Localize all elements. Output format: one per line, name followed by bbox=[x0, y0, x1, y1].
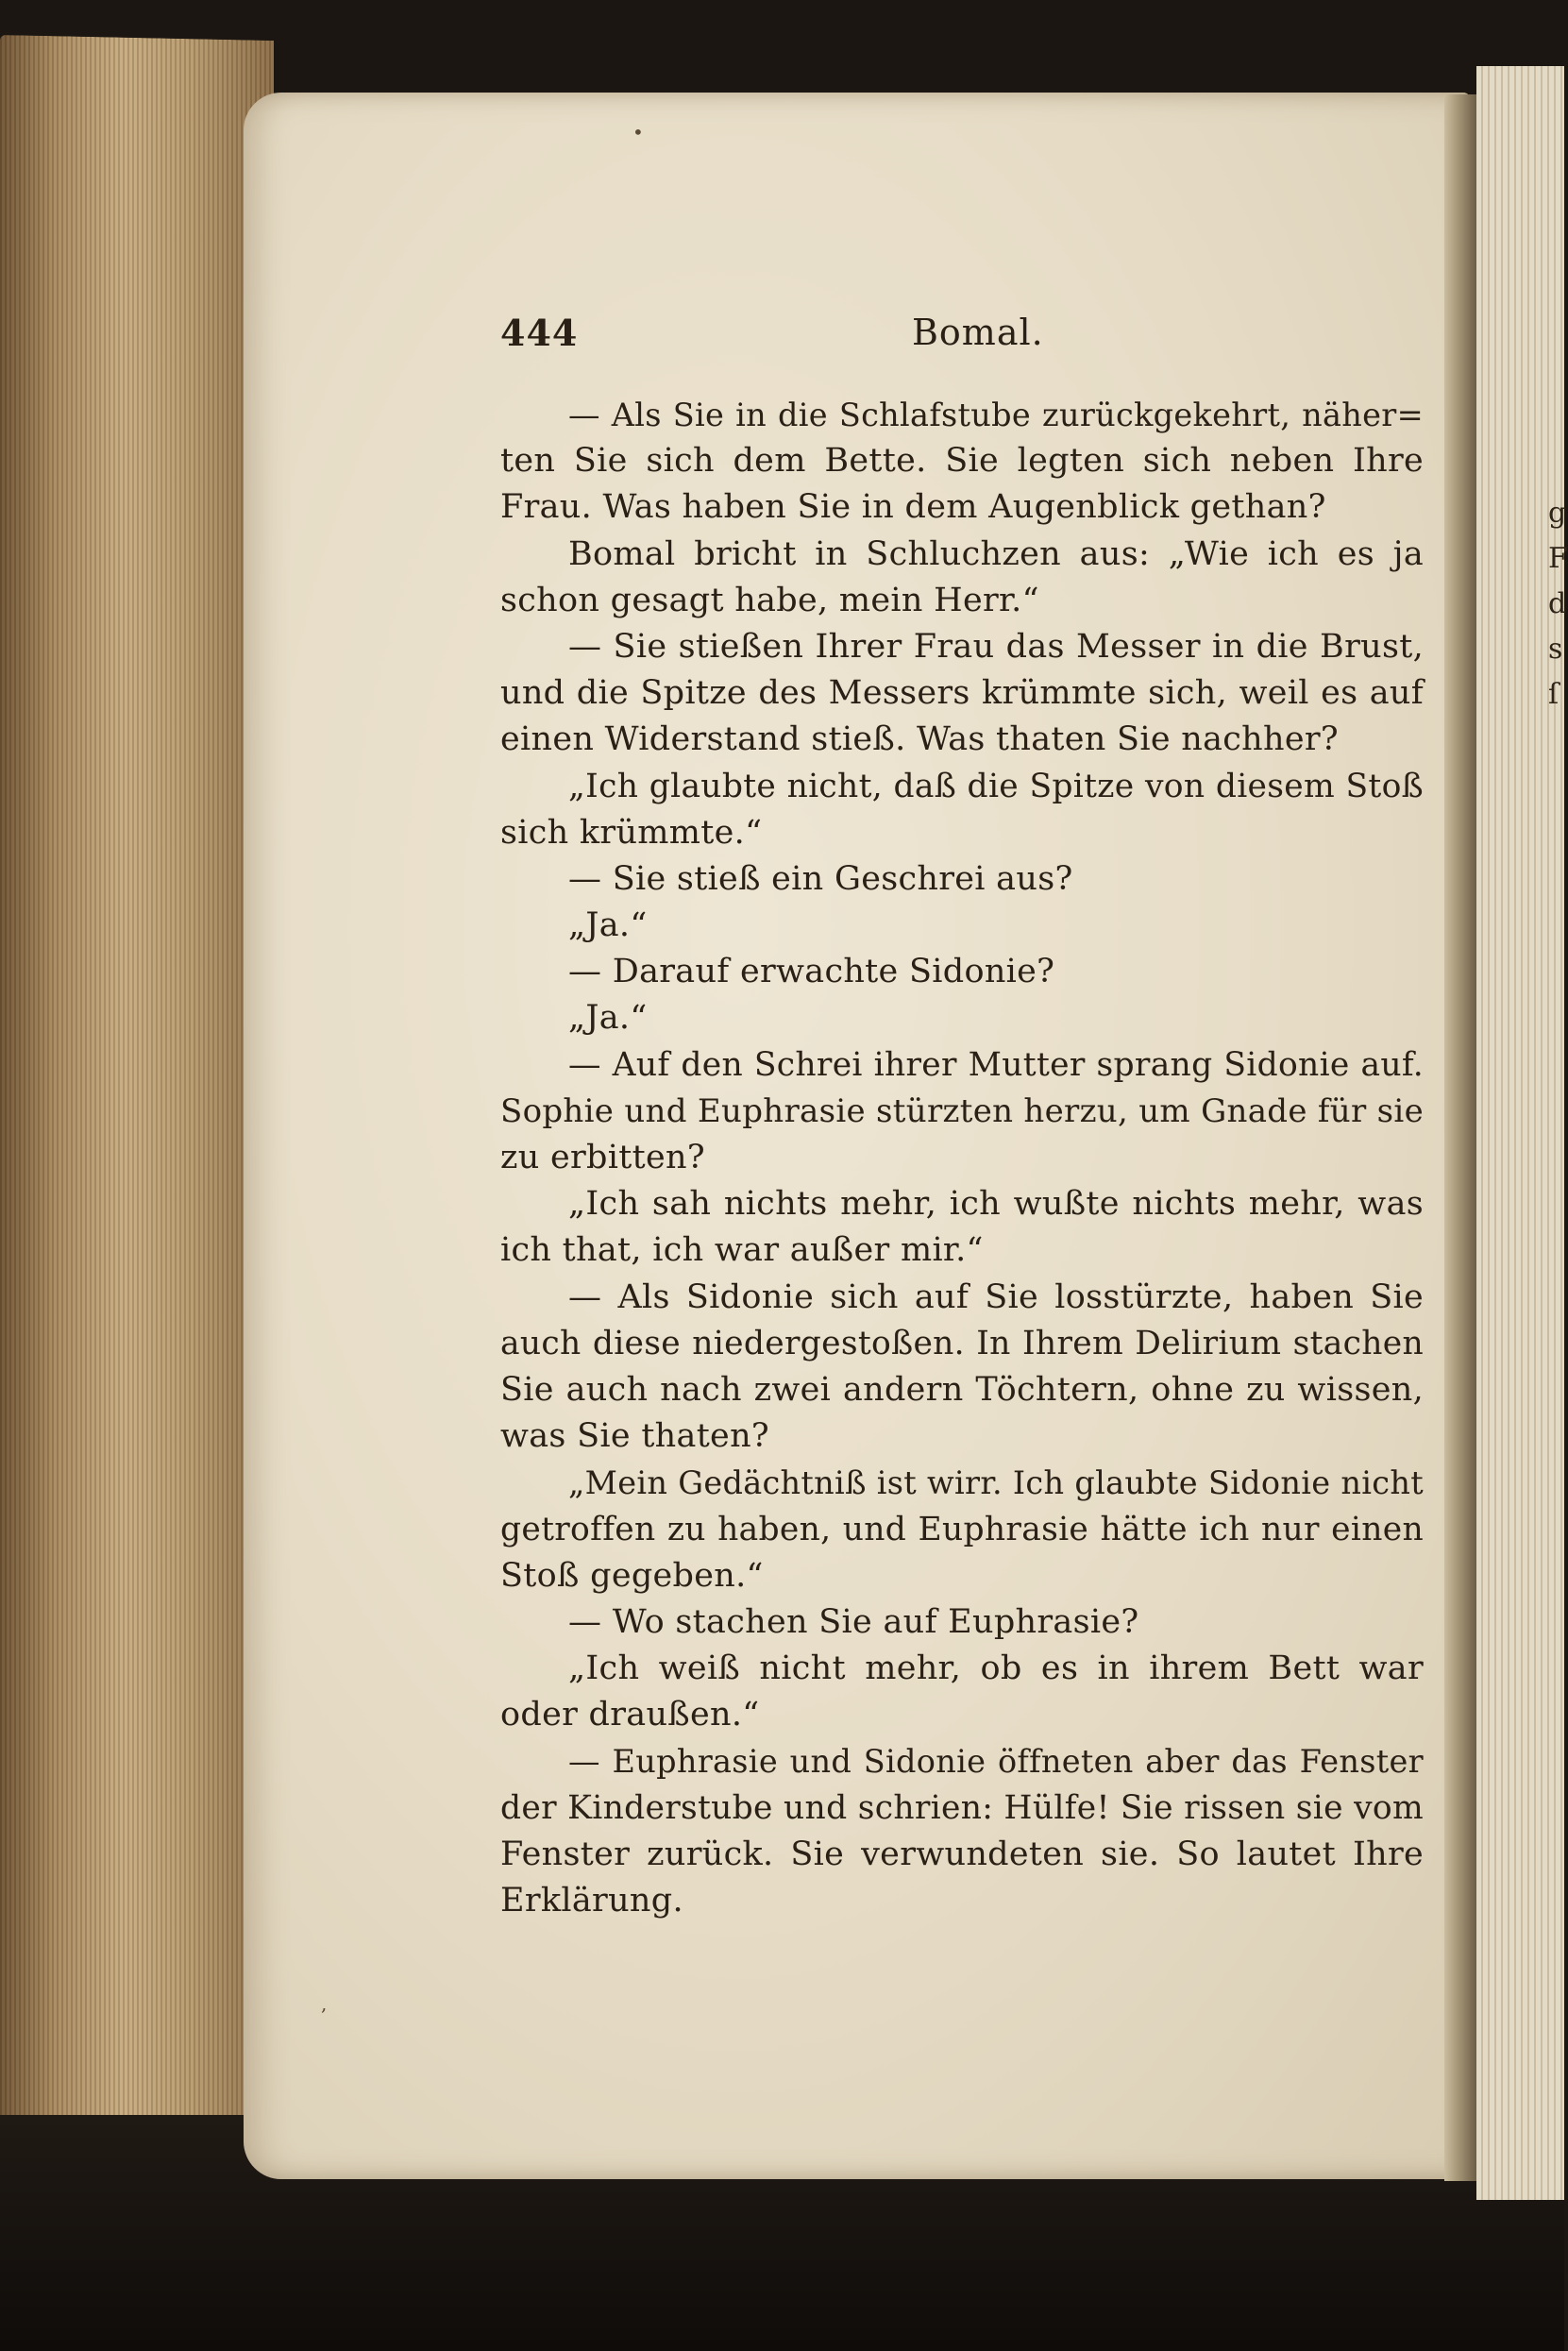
book-page-edges bbox=[0, 35, 274, 2184]
text-line: „Ja.“ bbox=[568, 999, 648, 1038]
facing-page-edge bbox=[1476, 66, 1568, 2200]
text-line: „Ja.“ bbox=[568, 906, 648, 945]
text-line: was Sie thaten? bbox=[500, 1417, 769, 1456]
text-line: der Kinderstube und schrien: Hülfe! Sie rissen sie vom bbox=[500, 1788, 1424, 1827]
text-line: zu erbitten? bbox=[500, 1139, 705, 1176]
ink-speck: , bbox=[321, 1992, 328, 2015]
text-line: Bomal bricht in Schluchzen aus: „Wie ich es ja bbox=[568, 534, 1424, 573]
text-line: — Als Sidonie sich auf Sie losstürzte, haben Sie bbox=[568, 1277, 1424, 1316]
text-line: — Auf den Schrei ihrer Mutter sprang Sidonie auf. bbox=[568, 1045, 1424, 1084]
text-line: — Als Sie in die Schlafstube zurückgekehrt, näher= bbox=[568, 397, 1424, 433]
text-line: Frau. Was haben Sie in dem Augenblick gethan? bbox=[500, 488, 1326, 527]
text-line: und die Spitze des Messers krümmte sich, weil es auf bbox=[500, 674, 1424, 713]
text-line: Fenster zurück. Sie verwundeten sie. So lautet Ihre bbox=[500, 1835, 1424, 1873]
text-line: oder draußen.“ bbox=[500, 1696, 760, 1734]
text-line: — Wo stachen Sie auf Euphrasie? bbox=[568, 1602, 1139, 1641]
ink-speck: • bbox=[632, 121, 644, 144]
book-gutter bbox=[1444, 94, 1476, 2181]
page-number: 444 bbox=[500, 312, 579, 354]
text-line: Erklärung. bbox=[500, 1882, 683, 1920]
text-line: „Ich sah nichts mehr, ich wußte nichts mehr, was bbox=[568, 1185, 1424, 1224]
text-line: sich krümmte.“ bbox=[500, 813, 763, 852]
text-line: — Euphrasie und Sidonie öffneten aber das Fenster bbox=[568, 1743, 1424, 1781]
text-line: getroffen zu haben, und Euphrasie hätte ich nur einen bbox=[500, 1510, 1424, 1548]
text-line: schon gesagt habe, mein Herr.“ bbox=[500, 581, 1039, 619]
text-line: „Mein Gedächtniß ist wirr. Ich glaubte Sidonie nicht bbox=[568, 1464, 1424, 1502]
text-line: — Sie stießen Ihrer Frau das Messer in die Brust, bbox=[568, 627, 1424, 666]
facing-page-text-fragment: g F d s ſ bbox=[1548, 497, 1568, 711]
text-line: Sophie und Euphrasie stürzten herzu, um Gnade für sie bbox=[500, 1091, 1424, 1130]
text-line: ten Sie sich dem Bette. Sie legten sich neben Ihre bbox=[500, 442, 1424, 481]
text-line: „Ich glaubte nicht, daß die Spitze von diesem Stoß bbox=[568, 767, 1424, 805]
text-line: ich that, ich war außer mir.“ bbox=[500, 1231, 984, 1270]
text-line: — Darauf erwachte Sidonie? bbox=[568, 953, 1055, 991]
text-line: „Ich weiß nicht mehr, ob es in ihrem Bett war bbox=[568, 1649, 1424, 1688]
text-line: einen Widerstand stieß. Was thaten Sie nachher? bbox=[500, 720, 1339, 759]
running-head bbox=[500, 312, 1424, 359]
text-line: Stoß gegeben.“ bbox=[500, 1556, 764, 1595]
text-line: Sie auch nach zwei andern Töchtern, ohne zu wissen, bbox=[500, 1370, 1424, 1409]
body-text bbox=[500, 392, 1424, 1924]
text-line: auch diese niedergestoßen. In Ihrem Delirium stachen bbox=[500, 1324, 1424, 1362]
running-title: Bomal. bbox=[912, 312, 1044, 353]
text-line: — Sie stieß ein Geschrei aus? bbox=[568, 859, 1073, 898]
